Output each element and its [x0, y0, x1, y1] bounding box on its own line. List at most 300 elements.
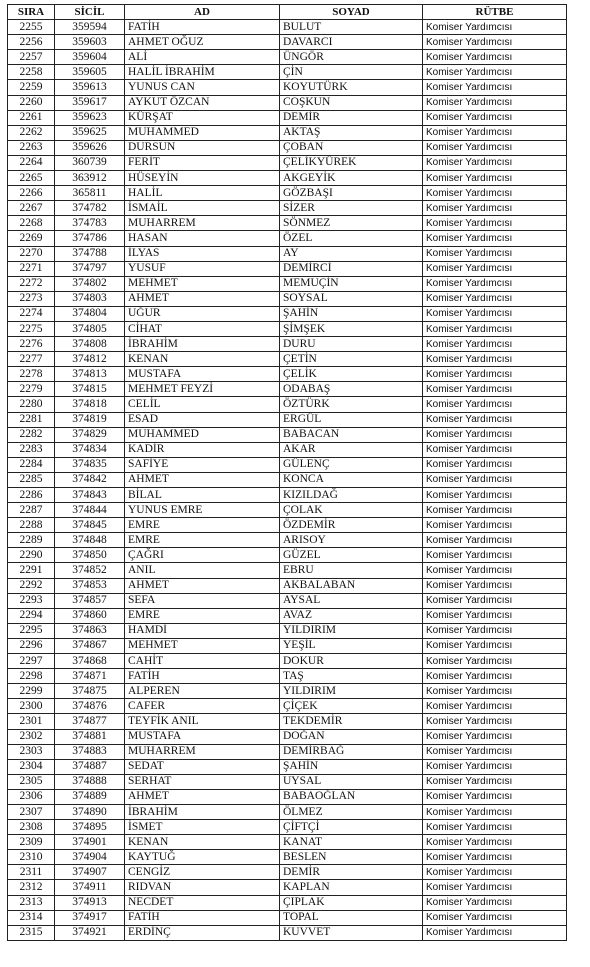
cell-ad: ERDİNÇ [125, 925, 280, 940]
cell-sicil: 359617 [55, 95, 125, 110]
cell-rutbe: Komiser Yardımcısı [423, 397, 567, 412]
table-row [8, 367, 567, 382]
cell-ad: SERHAT [125, 774, 280, 789]
cell-sira: 2298 [8, 669, 55, 684]
cell-sicil: 374907 [55, 865, 125, 880]
cell-soyad: AVAZ [280, 608, 423, 623]
cell-sicil: 374813 [55, 367, 125, 382]
cell-sicil: 374782 [55, 201, 125, 216]
table-row [8, 382, 567, 397]
cell-sira: 2256 [8, 35, 55, 50]
header-soyad: SOYAD [280, 5, 423, 20]
table-row [8, 110, 567, 125]
cell-sira: 2312 [8, 880, 55, 895]
cell-sira: 2306 [8, 789, 55, 804]
cell-ad: HALİL İBRAHİM [125, 65, 280, 80]
table-row [8, 865, 567, 880]
cell-rutbe: Komiser Yardımcısı [423, 744, 567, 759]
cell-soyad: GÜZEL [280, 548, 423, 563]
table-row [8, 925, 567, 940]
cell-rutbe: Komiser Yardımcısı [423, 171, 567, 186]
cell-sira: 2305 [8, 774, 55, 789]
table-row [8, 201, 567, 216]
table-row [8, 880, 567, 895]
table-row [8, 699, 567, 714]
cell-ad: KAYTUĞ [125, 850, 280, 865]
cell-soyad: GÜLENÇ [280, 457, 423, 472]
cell-rutbe: Komiser Yardımcısı [423, 925, 567, 940]
cell-sicil: 374888 [55, 774, 125, 789]
cell-ad: CAHİT [125, 654, 280, 669]
cell-rutbe: Komiser Yardımcısı [423, 608, 567, 623]
cell-soyad: SOYSAL [280, 291, 423, 306]
table-row [8, 850, 567, 865]
cell-rutbe: Komiser Yardımcısı [423, 367, 567, 382]
cell-sira: 2267 [8, 201, 55, 216]
cell-sira: 2272 [8, 276, 55, 291]
cell-rutbe: Komiser Yardımcısı [423, 804, 567, 819]
cell-sicil: 365811 [55, 186, 125, 201]
cell-rutbe: Komiser Yardımcısı [423, 669, 567, 684]
cell-sira: 2271 [8, 261, 55, 276]
cell-rutbe: Komiser Yardımcısı [423, 533, 567, 548]
cell-sicil: 359603 [55, 35, 125, 50]
cell-soyad: ÇIPLAK [280, 895, 423, 910]
cell-soyad: ÖZEL [280, 231, 423, 246]
cell-rutbe: Komiser Yardımcısı [423, 246, 567, 261]
table-row [8, 50, 567, 65]
cell-sicil: 374911 [55, 880, 125, 895]
cell-ad: BİLAL [125, 488, 280, 503]
cell-sicil: 374921 [55, 925, 125, 940]
cell-sicil: 374889 [55, 789, 125, 804]
cell-soyad: YILDIRIM [280, 623, 423, 638]
cell-sicil: 374803 [55, 291, 125, 306]
cell-sicil: 374875 [55, 684, 125, 699]
table-row [8, 261, 567, 276]
cell-sira: 2293 [8, 593, 55, 608]
cell-soyad: ÖLMEZ [280, 804, 423, 819]
table-row [8, 321, 567, 336]
cell-rutbe: Komiser Yardımcısı [423, 140, 567, 155]
cell-ad: DURSUN [125, 140, 280, 155]
cell-sira: 2297 [8, 654, 55, 669]
cell-ad: AHMET [125, 291, 280, 306]
cell-rutbe: Komiser Yardımcısı [423, 382, 567, 397]
table-row [8, 910, 567, 925]
cell-soyad: DURU [280, 337, 423, 352]
cell-ad: SAFİYE [125, 457, 280, 472]
cell-rutbe: Komiser Yardımcısı [423, 110, 567, 125]
table-row [8, 291, 567, 306]
table-row [8, 457, 567, 472]
cell-soyad: ÇİÇEK [280, 699, 423, 714]
cell-ad: MEHMET [125, 638, 280, 653]
cell-rutbe: Komiser Yardımcısı [423, 35, 567, 50]
cell-sira: 2269 [8, 231, 55, 246]
header-sira: SIRA [8, 5, 55, 20]
cell-ad: EMRE [125, 608, 280, 623]
cell-sicil: 374815 [55, 382, 125, 397]
header-sicil: SİCİL [55, 5, 125, 20]
table-row [8, 337, 567, 352]
cell-soyad: ÇİN [280, 65, 423, 80]
table-row [8, 276, 567, 291]
cell-soyad: GÖZBAŞI [280, 186, 423, 201]
cell-ad: ESAD [125, 412, 280, 427]
cell-sicil: 363912 [55, 171, 125, 186]
cell-sicil: 359623 [55, 110, 125, 125]
cell-sicil: 359594 [55, 20, 125, 35]
cell-sicil: 374917 [55, 910, 125, 925]
cell-sicil: 374901 [55, 835, 125, 850]
cell-ad: TEYFİK ANIL [125, 714, 280, 729]
table-row [8, 472, 567, 487]
table-row [8, 638, 567, 653]
cell-soyad: ÖZDEMİR [280, 518, 423, 533]
cell-sicil: 374843 [55, 488, 125, 503]
cell-rutbe: Komiser Yardımcısı [423, 337, 567, 352]
cell-ad: CELİL [125, 397, 280, 412]
table-row [8, 246, 567, 261]
cell-sira: 2274 [8, 306, 55, 321]
cell-ad: HALİL [125, 186, 280, 201]
cell-sira: 2302 [8, 729, 55, 744]
table-row [8, 95, 567, 110]
table-row [8, 427, 567, 442]
cell-sicil: 374812 [55, 352, 125, 367]
cell-ad: AYKUT ÖZCAN [125, 95, 280, 110]
cell-sicil: 374797 [55, 261, 125, 276]
cell-sira: 2259 [8, 80, 55, 95]
cell-ad: ALİ [125, 50, 280, 65]
cell-sira: 2301 [8, 714, 55, 729]
table-row [8, 397, 567, 412]
cell-soyad: KUVVET [280, 925, 423, 940]
table-row [8, 125, 567, 140]
cell-sicil: 374804 [55, 306, 125, 321]
cell-rutbe: Komiser Yardımcısı [423, 155, 567, 170]
cell-sira: 2315 [8, 925, 55, 940]
cell-soyad: DOKUR [280, 654, 423, 669]
cell-sira: 2291 [8, 563, 55, 578]
cell-ad: İSMET [125, 820, 280, 835]
cell-soyad: DOĞAN [280, 729, 423, 744]
cell-ad: FATİH [125, 910, 280, 925]
cell-ad: KENAN [125, 835, 280, 850]
cell-soyad: TEKDEMİR [280, 714, 423, 729]
cell-soyad: DEMİRBAĞ [280, 744, 423, 759]
cell-rutbe: Komiser Yardımcısı [423, 850, 567, 865]
cell-ad: MUHARREM [125, 744, 280, 759]
cell-rutbe: Komiser Yardımcısı [423, 638, 567, 653]
cell-sira: 2279 [8, 382, 55, 397]
cell-ad: CİHAT [125, 321, 280, 336]
cell-ad: MUSTAFA [125, 367, 280, 382]
cell-rutbe: Komiser Yardımcısı [423, 563, 567, 578]
table-row [8, 548, 567, 563]
cell-soyad: ARISOY [280, 533, 423, 548]
cell-sira: 2303 [8, 744, 55, 759]
cell-rutbe: Komiser Yardımcısı [423, 789, 567, 804]
cell-rutbe: Komiser Yardımcısı [423, 50, 567, 65]
cell-sira: 2262 [8, 125, 55, 140]
cell-sicil: 374850 [55, 548, 125, 563]
cell-sicil: 359604 [55, 50, 125, 65]
table-row [8, 835, 567, 850]
cell-rutbe: Komiser Yardımcısı [423, 593, 567, 608]
cell-sicil: 374863 [55, 623, 125, 638]
cell-rutbe: Komiser Yardımcısı [423, 427, 567, 442]
cell-sicil: 360739 [55, 155, 125, 170]
cell-rutbe: Komiser Yardımcısı [423, 729, 567, 744]
cell-rutbe: Komiser Yardımcısı [423, 910, 567, 925]
cell-ad: EMRE [125, 533, 280, 548]
cell-sicil: 374890 [55, 804, 125, 819]
cell-sicil: 359613 [55, 80, 125, 95]
cell-rutbe: Komiser Yardımcısı [423, 457, 567, 472]
cell-soyad: BABAOĞLAN [280, 789, 423, 804]
cell-soyad: TOPAL [280, 910, 423, 925]
cell-sira: 2282 [8, 427, 55, 442]
cell-sira: 2307 [8, 804, 55, 819]
cell-sira: 2284 [8, 457, 55, 472]
cell-soyad: ÇOLAK [280, 503, 423, 518]
cell-rutbe: Komiser Yardımcısı [423, 488, 567, 503]
cell-sira: 2263 [8, 140, 55, 155]
cell-soyad: YEŞİL [280, 638, 423, 653]
table-row [8, 352, 567, 367]
table-row [8, 759, 567, 774]
cell-soyad: AKBALABAN [280, 578, 423, 593]
cell-sicil: 374853 [55, 578, 125, 593]
cell-ad: SEFA [125, 593, 280, 608]
cell-sira: 2313 [8, 895, 55, 910]
cell-ad: YUSUF [125, 261, 280, 276]
table-row [8, 593, 567, 608]
cell-sicil: 374805 [55, 321, 125, 336]
table-body [8, 20, 567, 941]
cell-rutbe: Komiser Yardımcısı [423, 623, 567, 638]
cell-ad: MEHMET FEYZİ [125, 382, 280, 397]
cell-sira: 2300 [8, 699, 55, 714]
cell-sicil: 374786 [55, 231, 125, 246]
cell-ad: İBRAHİM [125, 337, 280, 352]
cell-ad: SEDAT [125, 759, 280, 774]
cell-ad: HASAN [125, 231, 280, 246]
cell-sira: 2277 [8, 352, 55, 367]
cell-rutbe: Komiser Yardımcısı [423, 412, 567, 427]
cell-sicil: 374871 [55, 669, 125, 684]
cell-rutbe: Komiser Yardımcısı [423, 352, 567, 367]
table-row [8, 714, 567, 729]
cell-sicil: 374835 [55, 457, 125, 472]
cell-rutbe: Komiser Yardımcısı [423, 276, 567, 291]
cell-ad: İBRAHİM [125, 804, 280, 819]
cell-rutbe: Komiser Yardımcısı [423, 518, 567, 533]
cell-ad: MUHAMMED [125, 125, 280, 140]
cell-soyad: YILDIRIM [280, 684, 423, 699]
table-row [8, 306, 567, 321]
cell-sicil: 374881 [55, 729, 125, 744]
table-header-row [8, 5, 567, 20]
cell-rutbe: Komiser Yardımcısı [423, 95, 567, 110]
table-row [8, 578, 567, 593]
personnel-table [7, 4, 567, 941]
table-row [8, 155, 567, 170]
cell-sira: 2314 [8, 910, 55, 925]
cell-sicil: 359626 [55, 140, 125, 155]
cell-rutbe: Komiser Yardımcısı [423, 201, 567, 216]
cell-soyad: DEMİR [280, 110, 423, 125]
table-row [8, 140, 567, 155]
cell-sira: 2270 [8, 246, 55, 261]
cell-soyad: ODABAŞ [280, 382, 423, 397]
cell-sira: 2286 [8, 488, 55, 503]
cell-sicil: 374867 [55, 638, 125, 653]
cell-sicil: 374860 [55, 608, 125, 623]
cell-rutbe: Komiser Yardımcısı [423, 231, 567, 246]
table-row [8, 35, 567, 50]
cell-sira: 2289 [8, 533, 55, 548]
cell-rutbe: Komiser Yardımcısı [423, 20, 567, 35]
cell-soyad: EBRU [280, 563, 423, 578]
cell-sira: 2280 [8, 397, 55, 412]
cell-soyad: KOYUTÜRK [280, 80, 423, 95]
cell-sicil: 374788 [55, 246, 125, 261]
cell-rutbe: Komiser Yardımcısı [423, 125, 567, 140]
cell-rutbe: Komiser Yardımcısı [423, 895, 567, 910]
cell-rutbe: Komiser Yardımcısı [423, 654, 567, 669]
cell-sicil: 374876 [55, 699, 125, 714]
cell-ad: ANIL [125, 563, 280, 578]
cell-soyad: SİZER [280, 201, 423, 216]
cell-rutbe: Komiser Yardımcısı [423, 880, 567, 895]
cell-soyad: AKGEYİK [280, 171, 423, 186]
table-row [8, 669, 567, 684]
cell-rutbe: Komiser Yardımcısı [423, 684, 567, 699]
cell-rutbe: Komiser Yardımcısı [423, 321, 567, 336]
cell-sira: 2311 [8, 865, 55, 880]
cell-sicil: 374834 [55, 442, 125, 457]
table-row [8, 412, 567, 427]
cell-rutbe: Komiser Yardımcısı [423, 261, 567, 276]
cell-soyad: ŞAHİN [280, 759, 423, 774]
table-row [8, 654, 567, 669]
cell-ad: YUNUS CAN [125, 80, 280, 95]
cell-sira: 2278 [8, 367, 55, 382]
cell-sira: 2273 [8, 291, 55, 306]
table-row [8, 744, 567, 759]
table-row [8, 623, 567, 638]
cell-rutbe: Komiser Yardımcısı [423, 472, 567, 487]
cell-soyad: ÇELİKYÜREK [280, 155, 423, 170]
table-row [8, 533, 567, 548]
cell-rutbe: Komiser Yardımcısı [423, 80, 567, 95]
table-row [8, 789, 567, 804]
cell-sira: 2266 [8, 186, 55, 201]
cell-sira: 2290 [8, 548, 55, 563]
cell-sira: 2258 [8, 65, 55, 80]
cell-sicil: 374845 [55, 518, 125, 533]
cell-rutbe: Komiser Yardımcısı [423, 835, 567, 850]
cell-sira: 2283 [8, 442, 55, 457]
cell-rutbe: Komiser Yardımcısı [423, 759, 567, 774]
table-row [8, 518, 567, 533]
cell-ad: HÜSEYİN [125, 171, 280, 186]
table-row [8, 80, 567, 95]
cell-sira: 2288 [8, 518, 55, 533]
cell-ad: FATİH [125, 20, 280, 35]
cell-soyad: AY [280, 246, 423, 261]
cell-sira: 2309 [8, 835, 55, 850]
table-row [8, 216, 567, 231]
cell-soyad: KIZILDAĞ [280, 488, 423, 503]
cell-rutbe: Komiser Yardımcısı [423, 548, 567, 563]
cell-ad: HAMDİ [125, 623, 280, 638]
cell-sira: 2287 [8, 503, 55, 518]
cell-sira: 2276 [8, 337, 55, 352]
cell-sicil: 359605 [55, 65, 125, 80]
cell-sicil: 374802 [55, 276, 125, 291]
cell-rutbe: Komiser Yardımcısı [423, 291, 567, 306]
cell-soyad: TAŞ [280, 669, 423, 684]
cell-sicil: 374913 [55, 895, 125, 910]
cell-ad: AHMET [125, 578, 280, 593]
cell-soyad: KONCA [280, 472, 423, 487]
cell-soyad: COŞKUN [280, 95, 423, 110]
cell-ad: ALPEREN [125, 684, 280, 699]
table-row [8, 608, 567, 623]
cell-soyad: ŞAHİN [280, 306, 423, 321]
cell-ad: RIDVAN [125, 880, 280, 895]
cell-soyad: ÖZTÜRK [280, 397, 423, 412]
cell-sicil: 374829 [55, 427, 125, 442]
table-row [8, 684, 567, 699]
cell-soyad: AYSAL [280, 593, 423, 608]
cell-sira: 2285 [8, 472, 55, 487]
cell-soyad: DAVARCI [280, 35, 423, 50]
table-row [8, 442, 567, 457]
table-row [8, 774, 567, 789]
cell-rutbe: Komiser Yardımcısı [423, 306, 567, 321]
cell-sicil: 374877 [55, 714, 125, 729]
cell-ad: EMRE [125, 518, 280, 533]
cell-ad: UĞUR [125, 306, 280, 321]
cell-ad: AHMET [125, 472, 280, 487]
table-row [8, 20, 567, 35]
cell-ad: AHMET [125, 789, 280, 804]
cell-soyad: AKTAŞ [280, 125, 423, 140]
cell-sicil: 374808 [55, 337, 125, 352]
cell-soyad: ÇİFTÇİ [280, 820, 423, 835]
cell-sira: 2268 [8, 216, 55, 231]
table-row [8, 186, 567, 201]
cell-sira: 2255 [8, 20, 55, 35]
cell-soyad: AKAR [280, 442, 423, 457]
table-row [8, 895, 567, 910]
cell-soyad: ŞİMŞEK [280, 321, 423, 336]
cell-sicil: 374818 [55, 397, 125, 412]
cell-soyad: MEMUÇİN [280, 276, 423, 291]
table-row [8, 65, 567, 80]
cell-ad: KADİR [125, 442, 280, 457]
cell-rutbe: Komiser Yardımcısı [423, 774, 567, 789]
cell-sicil: 374868 [55, 654, 125, 669]
cell-ad: ÇAĞRI [125, 548, 280, 563]
cell-sira: 2261 [8, 110, 55, 125]
cell-sicil: 374887 [55, 759, 125, 774]
